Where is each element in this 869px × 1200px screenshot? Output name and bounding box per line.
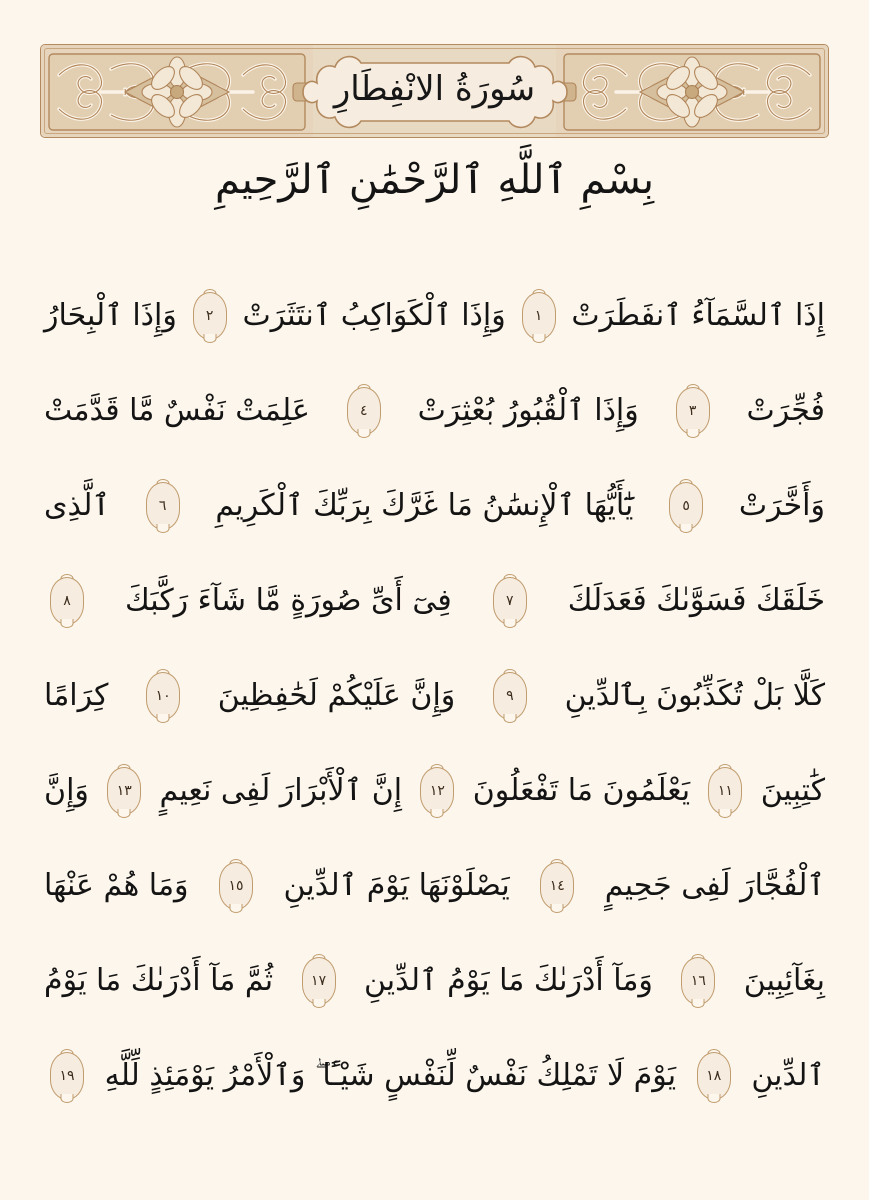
ayah-text-segment: فُجِّرَتْ xyxy=(746,393,825,428)
ayah-text-segment: بِغَآئِبِينَ xyxy=(743,963,825,998)
marker-bottom-finial-icon xyxy=(532,334,545,343)
ayah-text-segment: إِنَّ ٱلْأَبْرَارَ لَفِى نَعِيمٍ xyxy=(159,773,403,808)
ayah-number-text: ٧ xyxy=(505,592,514,609)
ayah-number-text: ٢ xyxy=(205,307,214,324)
arabesque-panel-left-icon xyxy=(41,45,313,138)
ayah-number-text: ١٤ xyxy=(549,877,565,894)
ayah-number-marker xyxy=(143,669,183,723)
surah-header-band xyxy=(40,44,829,138)
ayah-text-segment: كِرَامًا xyxy=(44,678,109,713)
ayah-line xyxy=(44,268,825,363)
ayah-number-text: ٩ xyxy=(506,687,514,704)
ayah-number-text: ٦ xyxy=(158,497,167,514)
ayah-number-text: ١٢ xyxy=(429,782,445,799)
quran-verse-body xyxy=(44,268,825,1123)
ayah-number-text: ٨ xyxy=(63,592,71,609)
ayah-text-segment: يَصْلَوْنَهَا يَوْمَ ٱلدِّينِ xyxy=(283,868,510,903)
ayah-number-text: ١ xyxy=(534,307,543,324)
marker-bottom-finial-icon xyxy=(357,429,370,438)
ayah-number-text: ١١ xyxy=(717,782,733,799)
ayah-number-marker xyxy=(47,1049,87,1103)
ayah-number-marker xyxy=(143,479,183,533)
ayah-number-text: ٣ xyxy=(688,402,697,419)
ayah-text-segment: ٱلْفُجَّارَ لَفِى جَحِيمٍ xyxy=(604,868,825,903)
ayah-line xyxy=(44,648,825,743)
marker-bottom-finial-icon xyxy=(118,809,131,818)
marker-bottom-finial-icon xyxy=(503,714,516,723)
ayah-text-segment: يَوْمَ لَا تَمْلِكُ نَفْسٌ لِّنَفْسٍ شَيْـًٔا ۖ وَٱلْأَمْرُ يَوْمَئِذٍ لِّلَّهِ xyxy=(104,1058,677,1093)
ayah-text-segment: ثُمَّ مَآ أَدْرَىٰكَ مَا يَوْمُ xyxy=(44,963,274,998)
ayah-number-marker xyxy=(537,859,577,913)
ayah-text-segment: وَإِنَّ عَلَيْكُمْ لَحَٰفِظِينَ xyxy=(217,678,456,713)
ayah-number-marker xyxy=(705,764,745,818)
ayah-text-segment: كَٰتِبِينَ xyxy=(760,773,825,808)
ayah-number-text: ١٨ xyxy=(706,1067,722,1084)
ayah-number-text: ١٣ xyxy=(116,782,132,799)
ayah-number-marker xyxy=(104,764,144,818)
ayah-text-segment: وَمَآ أَدْرَىٰكَ مَا يَوْمُ ٱلدِّينِ xyxy=(363,963,653,998)
ayah-number-text: ٤ xyxy=(359,402,368,419)
ayah-text-segment: وَأَخَّرَتْ xyxy=(738,488,825,523)
ayah-number-marker xyxy=(673,384,713,438)
marker-bottom-finial-icon xyxy=(707,1094,720,1103)
ayah-text-segment: خَلَقَكَ فَسَوَّىٰكَ فَعَدَلَكَ xyxy=(567,583,825,618)
ayah-text-segment: ٱلدِّينِ xyxy=(751,1058,825,1093)
surah-title-text: سُورَةُ الانْفِطَارِ xyxy=(333,69,536,109)
ayah-number-marker xyxy=(216,859,256,913)
ayah-number-marker xyxy=(666,479,706,533)
surah-title-cartouche xyxy=(285,45,585,138)
ayah-text-segment: وَإِذَا ٱلْكَوَاكِبُ ٱنتَثَرَتْ xyxy=(242,298,506,333)
marker-bottom-finial-icon xyxy=(157,714,170,723)
arabesque-panel-right-icon xyxy=(556,45,828,138)
ayah-text-segment: وَمَا هُمْ عَنْهَا xyxy=(44,868,189,903)
ayah-number-marker xyxy=(417,764,457,818)
ayah-number-text: ١٧ xyxy=(311,972,327,989)
ayah-line xyxy=(44,933,825,1028)
marker-bottom-finial-icon xyxy=(692,999,705,1008)
basmalah-text: بِسْمِ ٱللَّهِ ٱلرَّحْمَٰنِ ٱلرَّحِيمِ xyxy=(214,157,654,203)
ayah-number-text: ١٠ xyxy=(155,687,171,704)
marker-bottom-finial-icon xyxy=(61,1094,74,1103)
ayah-line xyxy=(44,553,825,648)
ayah-number-marker xyxy=(519,289,559,343)
ayah-number-marker xyxy=(47,574,87,628)
ayah-text-segment: يَٰٓأَيُّهَا ٱلْإِنسَٰنُ مَا غَرَّكَ بِرَبِّكَ ٱلْكَرِيمِ xyxy=(215,488,634,523)
ayah-number-marker xyxy=(299,954,339,1008)
marker-bottom-finial-icon xyxy=(61,619,74,628)
ayah-number-text: ١٦ xyxy=(690,972,706,989)
ayah-line xyxy=(44,1028,825,1123)
ayah-text-segment: عَلِمَتْ نَفْسٌ مَّا قَدَّمَتْ xyxy=(44,393,310,428)
ayah-line xyxy=(44,838,825,933)
ayah-number-marker xyxy=(694,1049,734,1103)
ayah-text-segment: وَإِنَّ xyxy=(44,773,89,808)
ayah-text-segment: وَإِذَا ٱلْقُبُورُ بُعْثِرَتْ xyxy=(417,393,639,428)
marker-bottom-finial-icon xyxy=(431,809,444,818)
marker-bottom-finial-icon xyxy=(680,524,693,533)
ayah-line xyxy=(44,363,825,458)
ayah-number-text: ١٩ xyxy=(59,1067,75,1084)
marker-bottom-finial-icon xyxy=(686,429,699,438)
ayah-line xyxy=(44,743,825,838)
ayah-number-marker xyxy=(190,289,230,343)
ayah-number-marker xyxy=(678,954,718,1008)
marker-bottom-finial-icon xyxy=(503,619,516,628)
ayah-line xyxy=(44,458,825,553)
ayah-text-segment: وَإِذَا ٱلْبِحَارُ xyxy=(44,298,177,333)
ayah-number-marker xyxy=(490,574,530,628)
marker-bottom-finial-icon xyxy=(156,524,169,533)
ayah-number-marker xyxy=(490,669,530,723)
marker-bottom-finial-icon xyxy=(203,334,216,343)
ayah-number-text: ١٥ xyxy=(228,877,244,894)
ayah-text-segment: فِىٓ أَىِّ صُورَةٍ مَّا شَآءَ رَكَّبَكَ xyxy=(125,583,452,618)
ayah-text-segment: يَعْلَمُونَ مَا تَفْعَلُونَ xyxy=(472,773,691,808)
ayah-text-segment: إِذَا ٱلسَّمَآءُ ٱنفَطَرَتْ xyxy=(571,298,825,333)
ayah-number-marker xyxy=(344,384,384,438)
ayah-text-segment: كَلَّا بَلْ تُكَذِّبُونَ بِٱلدِّينِ xyxy=(564,678,825,713)
ayah-text-segment: ٱلَّذِى xyxy=(44,488,110,523)
marker-bottom-finial-icon xyxy=(719,809,732,818)
marker-bottom-finial-icon xyxy=(230,904,243,913)
marker-bottom-finial-icon xyxy=(551,904,564,913)
ayah-number-text: ٥ xyxy=(682,497,690,514)
marker-bottom-finial-icon xyxy=(312,999,325,1008)
